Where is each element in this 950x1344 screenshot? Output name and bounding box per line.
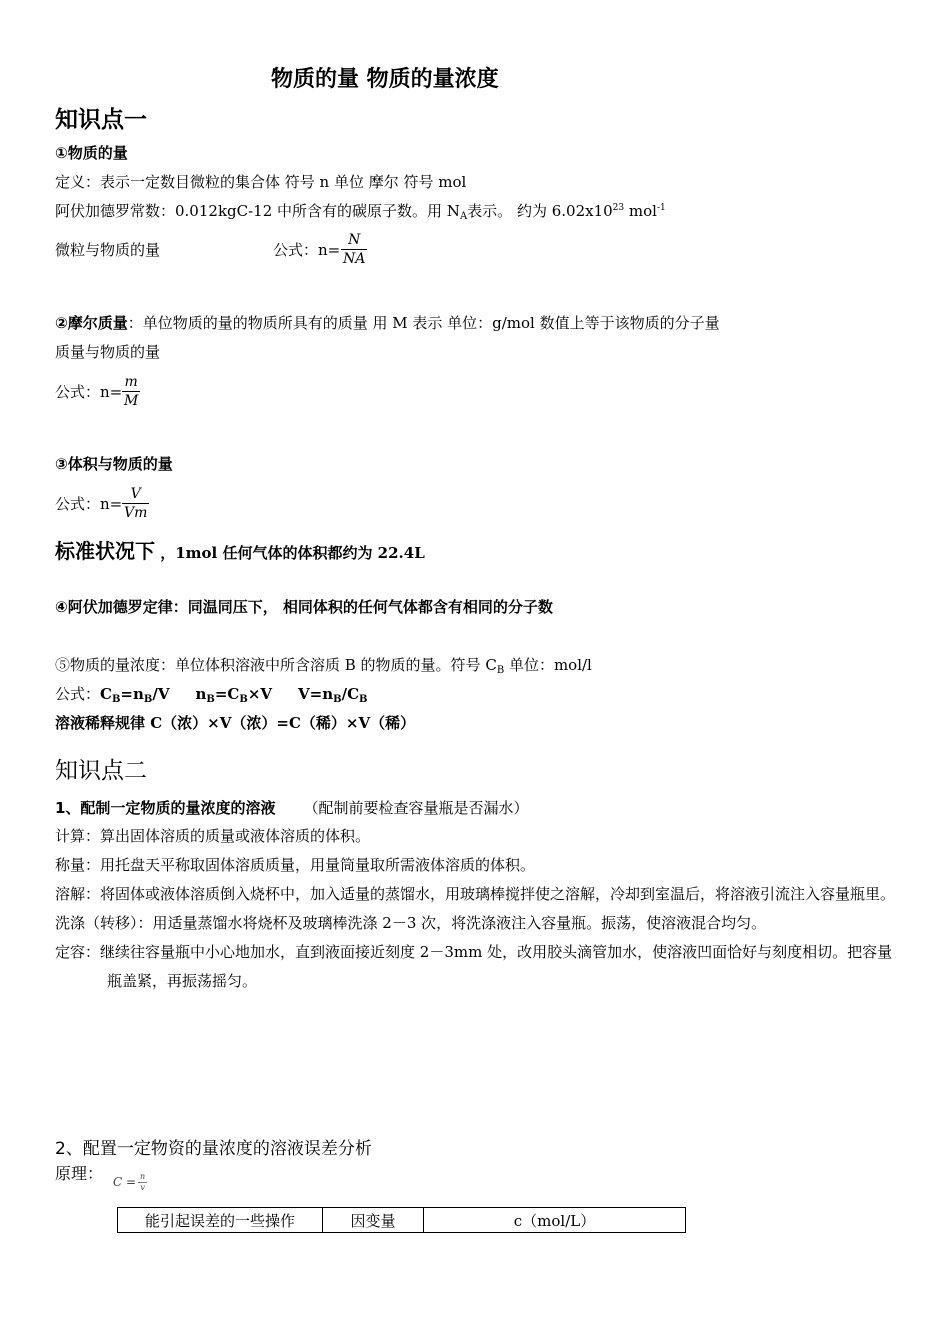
item5-dilution [55, 713, 415, 733]
item1-label: ①物质的量 [55, 144, 128, 162]
item4-text: ④阿伏加德罗定律：同温同压下， 相同体积的任何气体都含有相同的分子数 [55, 598, 553, 616]
item2-fraction-denominator: M [124, 393, 139, 409]
principle-fraction-denominator: v [140, 1183, 145, 1192]
item1-avogadro: 阿伏加德罗常数：0.012kgC-12 中所含有的碳原子数。用 $N_A$表示。 约为 $6.02x10^{23}$ mol$^{-1}$ [55, 202, 666, 222]
sub2-principle-label: 原理： [55, 1164, 104, 1183]
sub2-label: 2、配置一定物资的量浓度的溶液误差分析 [55, 1139, 372, 1159]
error-analysis-table [117, 1207, 686, 1233]
item3-fraction-denominator: Vm [124, 505, 148, 521]
item5-formulas [55, 684, 367, 704]
table-header-row [118, 1208, 686, 1233]
sub1-label: 1、配制一定物质的量浓度的溶液 [55, 799, 276, 817]
item5-formula-2: $n_B=C_B\times V$ [195, 685, 273, 705]
table-header-cell: 因变量 [323, 1208, 424, 1233]
item2-line [55, 313, 720, 333]
document-title: 物质的量 物质的量浓度 [271, 67, 499, 92]
section1-heading: 知识点一 [55, 107, 147, 133]
item5-formula-3: $V=n_B/C_B$ [298, 685, 368, 705]
table-header-cell: c（mol/L） [424, 1208, 686, 1233]
item3-fraction-numerator: V [130, 486, 141, 502]
item2-fraction-numerator: m [124, 374, 138, 390]
sub1-line [55, 798, 528, 818]
item5-dilution-label: 溶液稀释规律 [55, 714, 146, 732]
step-weigh: 称量：用托盘天平称取固体溶质质量，用量筒量取所需液体溶质的体积。 [55, 856, 536, 874]
item5-formula-label: 公式： [55, 685, 101, 703]
item5-formula-1: $C_B=n_B/V$ [100, 685, 170, 705]
item1-fraction-denominator: NA [343, 251, 366, 267]
item3-stp-label: 标准状况下 [55, 539, 155, 563]
item2-text: ：单位物质的量的物质所具有的质量 用 M 表示 单位：g/mol 数值上等于该物质的分子量 [127, 314, 720, 332]
table-header-cell: 能引起误差的一些操作 [118, 1208, 323, 1233]
step-dissolve: 溶解：将固体或液体溶质倒入烧杯中，加入适量的蒸馏水，用玻璃棒搅拌使之溶解，冷却到室温后，将溶液引流注入容量瓶里。 [55, 885, 896, 903]
item2-formula-prefix: 公式：n= [55, 383, 123, 401]
item3-fraction [122, 485, 149, 522]
item2-mass-label: 质量与物质的量 [55, 343, 161, 361]
step-calculate: 计算：算出固体溶质的质量或液体溶质的体积。 [55, 827, 371, 845]
item2-fraction [122, 373, 140, 410]
item3-label: ③体积与物质的量 [55, 455, 173, 473]
step-wash: 洗涤（转移）：用适量蒸馏水将烧杯及玻璃棒洗涤 2－3 次，将洗涤液注入容量瓶。振荡，使溶液混合均匀。 [55, 914, 767, 932]
item5-dilution-formula: C（浓）×V（浓）=C（稀）×V（稀） [145, 714, 416, 732]
item1-particles-label: 微粒与物质的量 [55, 241, 161, 259]
item1-fraction-numerator: N [348, 232, 361, 248]
sub1-note: （配制前要检查容量瓶是否漏水） [303, 799, 529, 817]
item1-fraction [341, 231, 367, 268]
item2-label: ②摩尔质量 [55, 314, 128, 332]
item3-stp-line [55, 535, 425, 564]
principle-fraction-numerator: n [140, 1172, 146, 1181]
principle-formula: C = [113, 1175, 137, 1189]
item1-formula-prefix: 公式：n= [273, 241, 341, 259]
item5-definition: ⑤物质的量浓度：单位体积溶液中所含溶质 B 的物质的量。符号 $C_B$ 单位：mol/l [55, 656, 592, 676]
principle-fraction [138, 1172, 147, 1193]
item3-stp-text: ，1mol 任何气体的体积都约为 22.4L [155, 544, 425, 562]
item3-formula-prefix: 公式：n= [55, 495, 123, 513]
sub1-steps [55, 822, 900, 996]
item1-definition: 定义：表示一定数目微粒的集合体 符号 n 单位 摩尔 符号 mol [55, 173, 467, 191]
section2-heading: 知识点二 [55, 758, 147, 784]
step-constant-volume: 定容：继续往容量瓶中小心地加水，直到液面接近刻度 2－3mm 处，改用胶头滴管加水，使溶液凹面恰好与刻度相切。把容量瓶盖紧，再振荡摇匀。 [55, 943, 893, 990]
